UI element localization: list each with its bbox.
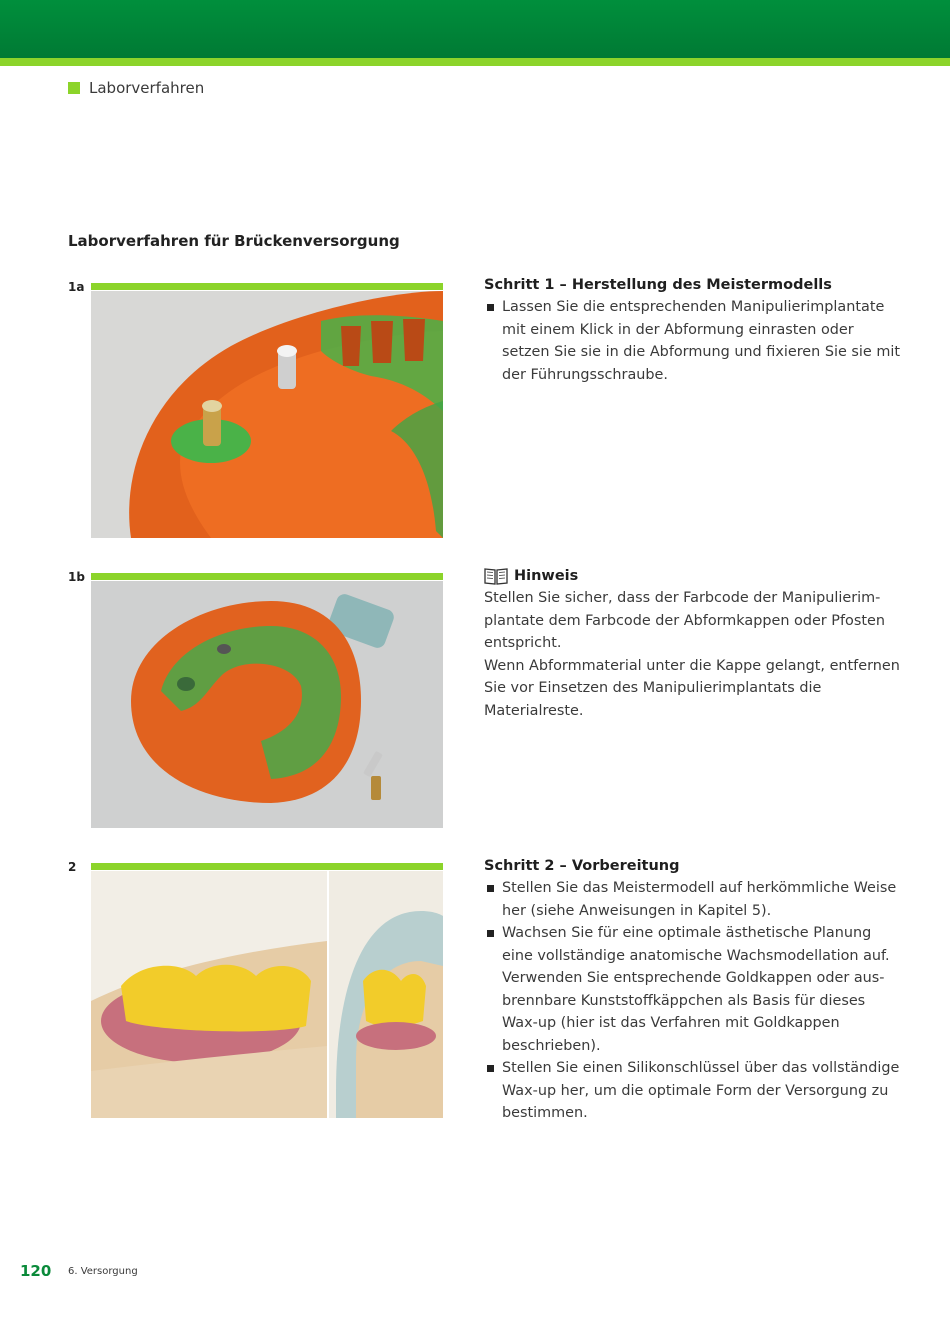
figure-1b-impression-tray-photo [91, 581, 443, 828]
figure-1a-impression-photo [91, 291, 443, 538]
figure-bar-1a [91, 283, 443, 290]
figure-label-1a: 1a [68, 280, 85, 294]
figure-bar-1b [91, 573, 443, 580]
header-accent-stripe [0, 58, 950, 66]
step2-block [484, 855, 904, 1125]
note-title: Hinweis [514, 568, 579, 584]
figure-2-waxup-photo [91, 871, 443, 1118]
book-icon [484, 567, 508, 585]
section-label-text: Laborverfahren [89, 79, 205, 97]
page-title: Laborverfahren für Brückenversorgung [68, 232, 400, 250]
figure-label-2: 2 [68, 860, 77, 874]
figure-bar-2 [91, 863, 443, 870]
list-item: Stellen Sie das Meistermodell auf herkömmliche Weise her (siehe Anweisungen in Kapitel 5). [484, 877, 904, 922]
step1-bullet-list [484, 296, 904, 386]
step1-block [484, 274, 904, 386]
list-item: Stellen Sie einen Silikonschlüssel über das vollständige Wax-up her, um die optimale Form der Versorgung zu bestimmen. [484, 1057, 904, 1125]
list-item: Lassen Sie die entsprechenden Manipulierimplantate mit einem Klick in der Abformung einrasten oder setzen Sie sie in die Abformung und fixieren Sie sie mit der Führungsschraube. [484, 296, 904, 386]
figure-label-1b: 1b [68, 570, 85, 584]
note-block [484, 565, 904, 722]
note-heading [484, 565, 904, 587]
page-number: 120 [20, 1262, 52, 1280]
step2-bullet-list [484, 877, 904, 1125]
section-label [68, 79, 204, 97]
header-bar [0, 0, 950, 58]
note-paragraph-2: Wenn Abformmaterial unter die Kappe gelangt, entfernen Sie vor Einsetzen des Manipulierimplantats die Materialreste. [484, 657, 900, 719]
list-item: Wachsen Sie für eine optimale ästhetische Planung eine vollständige anatomische Wachsmodellation auf. Verwenden Sie entsprechende Goldkappen oder aus-brennbare Kunststoffkäppchen als Basis für dieses Wax-up (hier ist das Verfahren mit Goldkappen beschrieben). [484, 922, 904, 1057]
note-paragraph-1: Stellen Sie sicher, dass der Farbcode der Manipulierim-plantate dem Farbcode der Abformkappen oder Pfosten entspricht. [484, 590, 885, 651]
step2-title: Schritt 2 – Vorbereitung [484, 858, 680, 874]
step1-title: Schritt 1 – Herstellung des Meistermodells [484, 277, 832, 293]
section-square-icon [68, 82, 80, 94]
chapter-label: 6. Versorgung [68, 1266, 138, 1277]
